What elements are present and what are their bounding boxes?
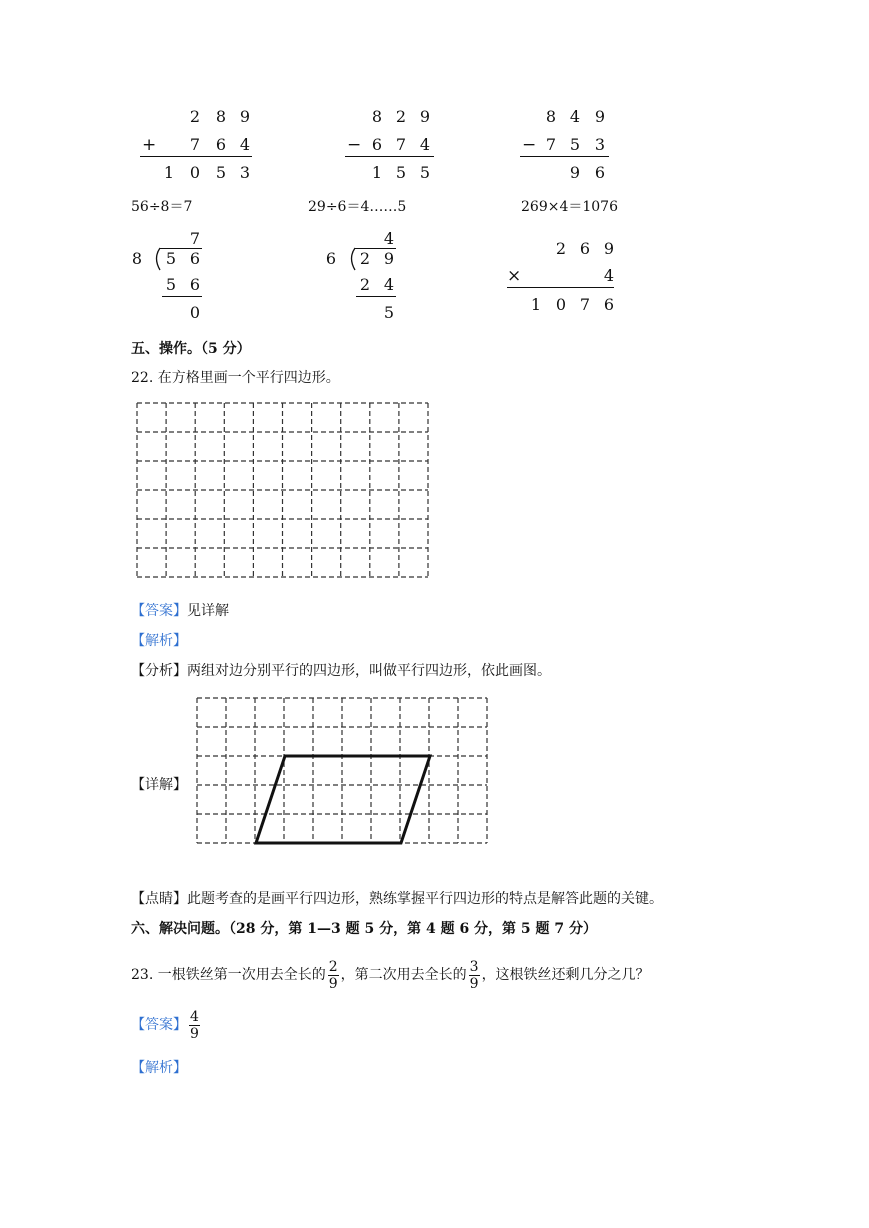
digit: 3 — [594, 135, 606, 154]
minus-sign: − — [347, 135, 362, 155]
digit: 6 — [371, 135, 383, 154]
digit: 8 — [371, 107, 383, 126]
fenxi-line — [131, 661, 551, 681]
answer-line-23 — [131, 1008, 202, 1042]
divisor-digit: 6 — [325, 249, 337, 268]
answer-tag: 【答案】 — [131, 1017, 187, 1033]
digit: 9 — [594, 107, 606, 126]
times-sign: × — [507, 266, 522, 286]
digit: 0 — [189, 163, 201, 182]
answer-tag: 【答案】 — [131, 603, 187, 619]
fenxi-tag: 【分析】 — [131, 663, 187, 679]
digit: 3 — [239, 163, 251, 182]
fraction-numerator: 3 — [469, 958, 479, 975]
digit: 5 — [419, 163, 431, 182]
digit: 8 — [545, 107, 557, 126]
analysis-tag: 【解析】 — [131, 633, 187, 649]
difference-line — [345, 156, 434, 157]
product-digit: 6 — [189, 275, 201, 294]
digit: 7 — [545, 135, 557, 154]
question-23 — [131, 958, 650, 992]
digit: 6 — [594, 163, 606, 182]
detail-tag: 【详解】 — [131, 777, 187, 793]
analysis-line — [131, 631, 187, 651]
q23-text-part2: ，第二次用去全长的 — [340, 967, 467, 983]
fraction-numerator: 4 — [190, 1008, 199, 1025]
remainder-digit: 5 — [383, 303, 395, 322]
subtraction-line — [356, 296, 396, 297]
fraction-denominator: 9 — [469, 975, 479, 992]
divisor-digit: 8 — [131, 249, 143, 268]
digit: 4 — [569, 107, 581, 126]
digit: 7 — [395, 135, 407, 154]
q23-text-part1: 23. 一根铁丝第一次用去全长的 — [131, 967, 326, 983]
digit: 6 — [603, 295, 615, 314]
q23-text-part3: ，这根铁丝还剩几分之几？ — [481, 967, 650, 983]
difference-line — [520, 156, 609, 157]
answer-fraction — [189, 1009, 200, 1042]
digit: 9 — [419, 107, 431, 126]
digit: 5 — [569, 135, 581, 154]
remainder-digit: 0 — [189, 303, 201, 322]
equation-division-2: 29÷6＝4……5 — [308, 199, 407, 215]
product-digit: 5 — [165, 275, 177, 294]
fraction-2-9 — [328, 959, 339, 992]
dividend-digit: 6 — [189, 249, 201, 268]
fraction-numerator: 2 — [328, 958, 338, 975]
parallelogram-shape — [0, 0, 1, 1]
dianjing-line — [131, 889, 663, 909]
minus-sign: − — [522, 135, 537, 155]
digit: 5 — [395, 163, 407, 182]
product-digit: 2 — [359, 275, 371, 294]
digit: 8 — [215, 107, 227, 126]
answer-line — [131, 601, 229, 621]
answer-text: 见详解 — [187, 603, 229, 619]
quotient-digit: 4 — [383, 229, 395, 248]
digit: 1 — [530, 295, 542, 314]
dividend-digit: 5 — [165, 249, 177, 268]
digit: 5 — [215, 163, 227, 182]
dianjing-text: 此题考查的是画平行四边形，熟练掌握平行四边形的特点是解答此题的关键。 — [187, 891, 663, 907]
digit: 0 — [555, 295, 567, 314]
equation-multiplication: 269×4＝1076 — [521, 199, 618, 215]
dividend-digit: 2 — [359, 249, 371, 268]
digit: 7 — [189, 135, 201, 154]
digit: 4 — [239, 135, 251, 154]
subtraction-line — [162, 296, 202, 297]
fraction-denominator: 9 — [328, 975, 338, 992]
digit: 6 — [215, 135, 227, 154]
fenxi-text: 两组对边分别平行的四边形，叫做平行四边形，依此画图。 — [187, 663, 551, 679]
digit: 7 — [579, 295, 591, 314]
section-5-title: 五、操作。（5 分） — [131, 341, 251, 357]
detail-line — [131, 775, 187, 795]
section-6-title: 六、解决问题。（28 分，第 1—3 题 5 分，第 4 题 6 分，第 5 题 7 分） — [131, 921, 598, 937]
analysis-tag: 【解析】 — [131, 1060, 187, 1076]
analysis-line-23 — [131, 1058, 187, 1078]
product-line — [507, 287, 614, 288]
fraction-3-9 — [469, 959, 480, 992]
sum-line — [140, 156, 252, 157]
digit: 2 — [189, 107, 201, 126]
dividend-digit: 9 — [383, 249, 395, 268]
digit: 2 — [395, 107, 407, 126]
plus-sign: + — [142, 135, 157, 155]
product-digit: 4 — [383, 275, 395, 294]
digit: 1 — [163, 163, 175, 182]
digit: 2 — [555, 239, 567, 258]
digit: 1 — [371, 163, 383, 182]
dianjing-tag: 【点睛】 — [131, 891, 187, 907]
digit: 4 — [419, 135, 431, 154]
quotient-digit: 7 — [189, 229, 201, 248]
digit: 9 — [239, 107, 251, 126]
digit: 9 — [569, 163, 581, 182]
digit: 4 — [603, 266, 615, 285]
digit: 6 — [579, 239, 591, 258]
equation-division-1: 56÷8＝7 — [131, 199, 193, 215]
digit: 9 — [603, 239, 615, 258]
question-22: 22. 在方格里画一个平行四边形。 — [131, 370, 340, 386]
fraction-denominator: 9 — [190, 1025, 199, 1042]
